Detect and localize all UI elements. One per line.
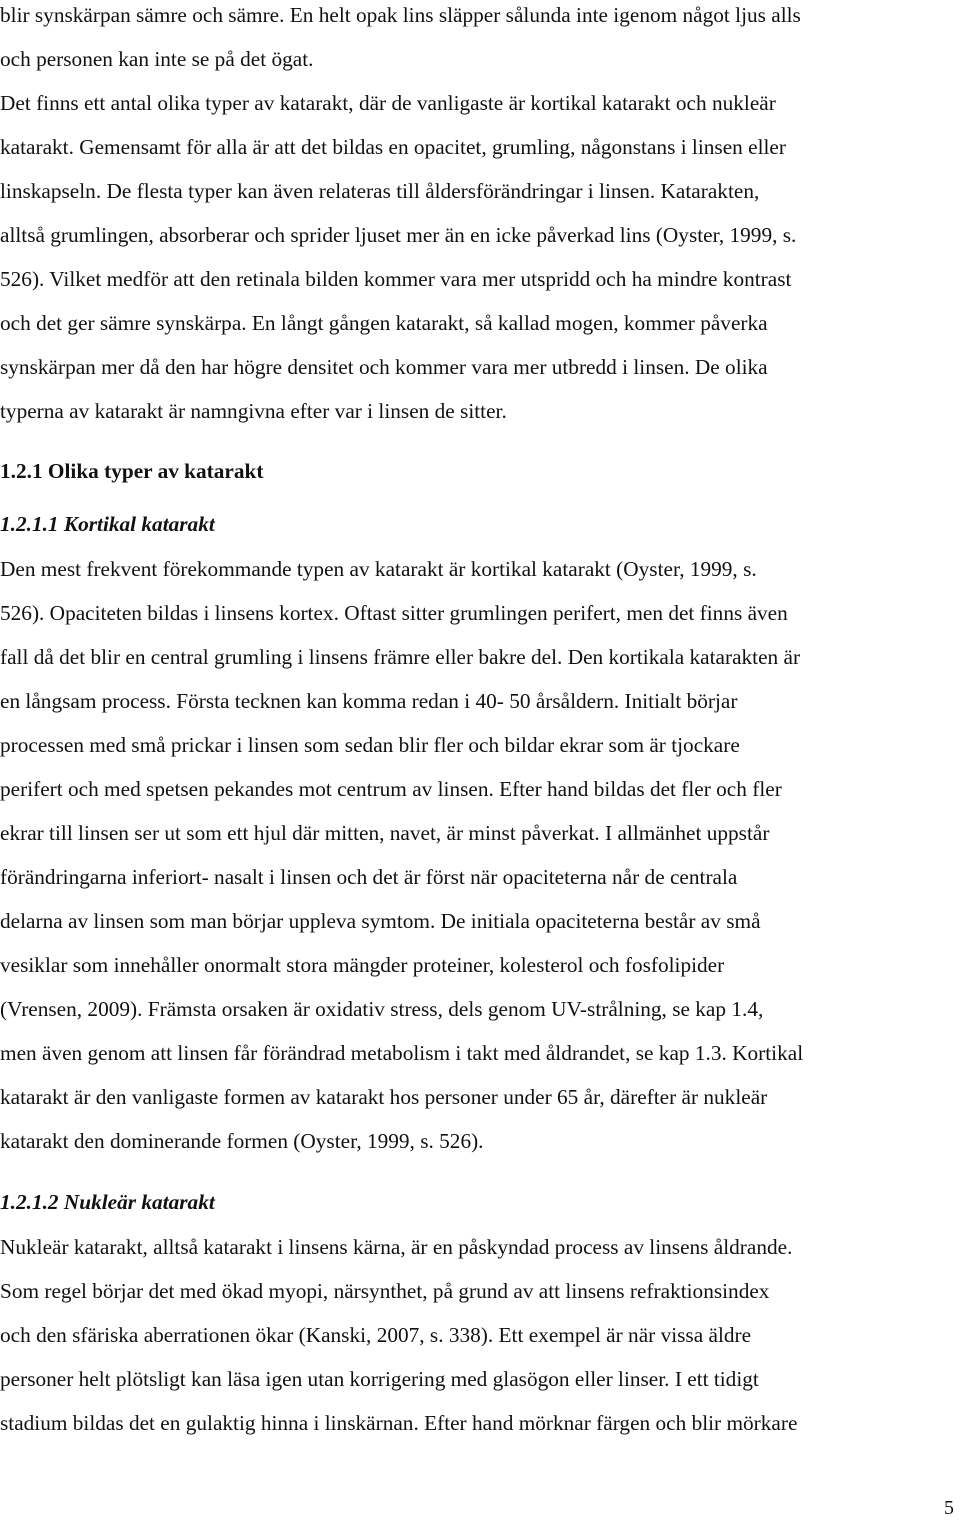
text-line: Den mest frekvent förekommande typen av katarakt är kortikal katarakt (Oyster, 1999, s. — [0, 557, 757, 581]
text-line: Som regel börjar det med ökad myopi, närsynthet, på grund av att linsens refraktionsindex — [0, 1279, 770, 1303]
text-line: katarakt. Gemensamt för alla är att det bildas en opacitet, grumling, någonstans i linsen eller — [0, 135, 786, 159]
text-line: förändringarna inferiort- nasalt i linsen och det är först när opaciteterna når de centrala — [0, 865, 738, 889]
text-line: katarakt är den vanligaste formen av katarakt hos personer under 65 år, därefter är nukleär — [0, 1085, 768, 1109]
text-line: personer helt plötsligt kan läsa igen utan korrigering med glasögon eller linser. I ett tidigt — [0, 1367, 759, 1391]
text-line: 526). Opaciteten bildas i linsens kortex. Oftast sitter grumlingen perifert, men det finns även — [0, 601, 788, 625]
section-heading: 1.2.1 Olika typer av katarakt — [0, 459, 264, 483]
text-line: perifert och med spetsen pekandes mot centrum av linsen. Efter hand bildas det fler och fler — [0, 777, 782, 801]
subsection-heading-nukleaer: 1.2.1.2 Nukleär katarakt — [0, 1190, 215, 1214]
text-line: alltså grumlingen, absorberar och sprider ljuset mer än en icke påverkad lins (Oyster, 1999, s. — [0, 223, 797, 247]
text-line: och personen kan inte se på det ögat. — [0, 47, 314, 71]
text-line: och den sfäriska aberrationen ökar (Kanski, 2007, s. 338). Ett exempel är när vissa äldre — [0, 1323, 752, 1347]
text-line: Nukleär katarakt, alltså katarakt i linsens kärna, är en påskyndad process av linsens åldrande. — [0, 1235, 793, 1259]
text-line: katarakt den dominerande formen (Oyster, 1999, s. 526). — [0, 1129, 484, 1153]
page-number: 5 — [944, 1497, 954, 1519]
paragraph-nukleaer — [0, 1225, 960, 1445]
text-line: fall då det blir en central grumling i linsens främre eller bakre del. Den kortikala katarakten är — [0, 645, 801, 669]
text-line: processen med små prickar i linsen som sedan blir fler och bildar ekrar som är tjockare — [0, 733, 740, 757]
subsection-heading-kortikal: 1.2.1.1 Kortikal katarakt — [0, 512, 215, 536]
text-line: vesiklar som innehåller onormalt stora mängder proteiner, kolesterol och fosfolipider — [0, 953, 725, 977]
text-line: 526). Vilket medför att den retinala bilden kommer vara mer utspridd och ha mindre kontrast — [0, 267, 792, 291]
text-line: ekrar till linsen ser ut som ett hjul där mitten, navet, är minst påverkat. I allmänhet uppstår — [0, 821, 770, 845]
text-line: blir synskärpan sämre och sämre. En helt opak lins släpper sålunda inte igenom något ljus alls — [0, 3, 801, 27]
text-line: och det ger sämre synskärpa. En långt gången katarakt, så kallad mogen, kommer påverka — [0, 311, 768, 335]
text-line: en långsam process. Första tecknen kan komma redan i 40- 50 årsåldern. Initialt börjar — [0, 689, 738, 713]
text-line: delarna av linsen som man börjar uppleva symtom. De initiala opaciteterna består av små — [0, 909, 761, 933]
text-line: Det finns ett antal olika typer av katarakt, där de vanligaste är kortikal katarakt och nukleär — [0, 91, 776, 115]
text-line: stadium bildas det en gulaktig hinna i linskärnan. Efter hand mörknar färgen och blir mörkare — [0, 1411, 798, 1435]
text-line: (Vrensen, 2009). Främsta orsaken är oxidativ stress, dels genom UV-strålning, se kap 1.4, — [0, 997, 764, 1021]
text-line: linskapseln. De flesta typer kan även relateras till åldersförändringar i linsen. Katarakten, — [0, 179, 760, 203]
text-line: typerna av katarakt är namngivna efter var i linsen de sitter. — [0, 399, 507, 423]
paragraph-kortikal — [0, 547, 960, 1163]
paragraph-intro — [0, 0, 960, 433]
text-line: synskärpan mer då den har högre densitet och kommer vara mer utbredd i linsen. De olika — [0, 355, 768, 379]
text-line: men även genom att linsen får förändrad metabolism i takt med åldrandet, se kap 1.3. Kortikal — [0, 1041, 804, 1065]
